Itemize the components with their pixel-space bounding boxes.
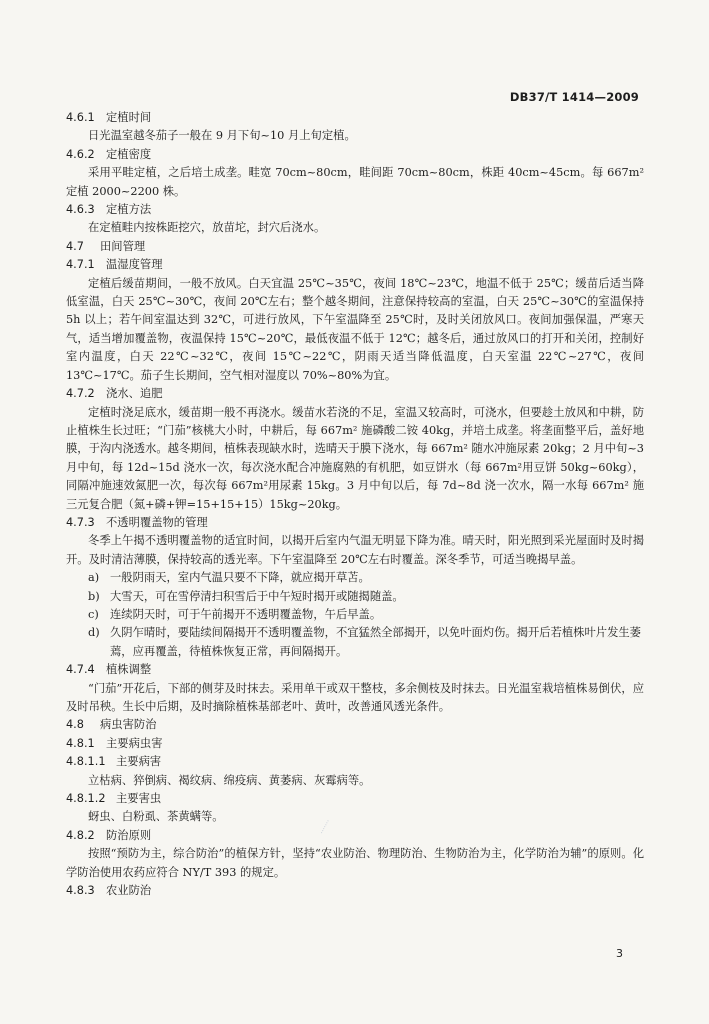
section-heading: [66, 201, 644, 219]
section-title: 主要病虫害: [106, 736, 163, 750]
section-heading: [66, 753, 644, 771]
section-title: 温湿度管理: [106, 258, 163, 272]
section-title: 农业防治: [106, 884, 152, 898]
list-item-text: 一般阴雨天，室内气温只要不下降，就应揭开草苫。: [110, 571, 370, 585]
section-title: 防治原则: [106, 828, 152, 842]
list-item-text: 大雪天，可在雪停清扫积雪后于中午短时揭开或随揭随盖。: [110, 589, 404, 603]
section-title: 田间管理: [100, 239, 146, 253]
section-title: 定植密度: [106, 147, 152, 161]
section-number: 4.7.3: [66, 515, 95, 529]
section-heading: [66, 716, 644, 734]
section-title: 主要病害: [116, 755, 162, 769]
standard-code: DB37/T 1414—2009: [509, 90, 639, 104]
section-number: 4.6.3: [66, 203, 95, 217]
section-heading: [66, 146, 644, 164]
section-number: 4.8: [66, 718, 84, 732]
section-number: 4.7.2: [66, 387, 95, 401]
section-heading: [66, 385, 644, 403]
section-title: 病虫害防治: [100, 718, 157, 732]
list-marker: c): [88, 607, 99, 621]
section-heading: [66, 790, 644, 808]
section-number: 4.8.1.2: [66, 792, 106, 806]
paragraph: 定植时浇足底水，缓苗期一般不再浇水。缓苗水若浇的不足，室温又较高时，可浇水，但要趁土放风和中耕，防止植株生长过旺；“门茄”核桃大小时，中耕后，每 667m² 施磷酸二铵 40kg，并培土成垄。将垄面整平后，盖好地膜，于沟内浇透水。越冬期间，植株表现缺水时，选晴天于膜下浇水，每 667m² 随水冲施尿素 20kg；2 月中旬~3 月中旬，每 12d~15d 浇水一次，每次浇水配合冲施腐熟的有机肥，如豆饼水（每 667m²用豆饼 50kg~60kg），同隔冲施速效氮肥一次，每次每 667m²用尿素 15kg。3 月中旬以后，每 7d~8d 浇一次水，隔一水每 667m² 施三元复合肥（氮+磷+钾=15+15+15）15kg~20kg。: [66, 405, 644, 511]
section-number: 4.7.1: [66, 258, 95, 272]
paragraph: 定植后缓苗期间，一般不放风。白天宜温 25℃~35℃，夜间 18℃~23℃，地温不低于 25℃；缓苗后适当降低室温，白天 25℃~30℃，夜间 20℃左右；整个越冬期间，注意保持较高的室温，白天 25℃~30℃的室温保持 5h 以上；若午间室温达到 32℃，可进行放风，下午室温降至 25℃时，及时关闭放风口。夜间加强保温，严寒天气，适当增加覆盖物，夜温保持 15℃~20℃，最低夜温不低于 12℃；越冬后，通过放风口的打开和关闭，控制好室内温度，白天 22℃~32℃，夜间 15℃~22℃，阴雨天适当降低温度，白天室温 22℃~27℃，夜间 13℃~17℃。茄子生长期间，空气相对湿度以 70%~80%为宜。: [66, 276, 644, 382]
section-heading: [66, 827, 644, 845]
section-heading: [66, 514, 644, 532]
paragraph: 日光温室越冬茄子一般在 9 月下旬~10 月上旬定植。: [88, 129, 356, 143]
page-number: 3: [616, 947, 623, 960]
section-heading: [66, 109, 644, 127]
section-number: 4.8.2: [66, 828, 95, 842]
section-heading: [66, 238, 644, 256]
section-number: 4.8.1: [66, 736, 95, 750]
section-title: 植株调整: [106, 663, 152, 677]
list-marker: a): [88, 571, 100, 585]
list-marker: b): [88, 589, 100, 603]
section-heading: [66, 882, 644, 900]
section-heading: [66, 735, 644, 753]
section-number: 4.7.4: [66, 663, 95, 677]
paragraph: 冬季上午揭不透明覆盖物的适宜时间，以揭开后室内气温无明显下降为准。晴天时，阳光照到采光屋面时及时揭开。及时清洁薄膜，保持较高的透光率。下午室温降至 20℃左右时覆盖。深冬季节，可适当晚揭早盖。: [66, 534, 644, 566]
paragraph: 立枯病、猝倒病、褐纹病、绵疫病、黄萎病、灰霉病等。: [88, 773, 371, 787]
section-title: 定植时间: [106, 111, 152, 124]
list-item: [66, 569, 644, 587]
section-title: 主要害虫: [116, 792, 162, 806]
list-item: [66, 606, 644, 624]
list-item-text: 久阴乍晴时，要陆续间隔揭开不透明覆盖物，不宜猛然全部揭开，以免叶面灼伤。揭开后若植株叶片发生萎蔫，应再覆盖，待植株恢复正常，再间隔揭开。: [110, 626, 641, 658]
list-item-text: 连续阴天时，可于午前揭开不透明覆盖物，午后早盖。: [110, 607, 382, 621]
section-number: 4.7: [66, 239, 84, 253]
list-item: [66, 624, 644, 661]
section-title: 浇水、追肥: [106, 387, 163, 401]
document-body: [66, 109, 644, 900]
list-item: [66, 588, 644, 606]
paragraph: 在定植畦内按株距挖穴，放苗坨，封穴后浇水。: [88, 221, 326, 235]
section-title: 不透明覆盖物的管理: [106, 515, 208, 529]
section-number: 4.8.3: [66, 884, 95, 898]
section-heading: [66, 661, 644, 679]
section-number: 4.6.1: [66, 111, 95, 124]
section-number: 4.6.2: [66, 147, 95, 161]
paragraph: 按照“预防为主，综合防治”的植保方针，坚持“农业防治、物理防治、生物防治为主，化学防治为辅”的原则。化学防治使用农药应符合 NY/T 393 的规定。: [66, 847, 644, 879]
paragraph: 蚜虫、白粉虱、茶黄螨等。: [88, 810, 224, 824]
faint-stamp: ·······: [318, 818, 333, 836]
paragraph: 采用平畦定植，之后培土成垄。畦宽 70cm~80cm，畦间距 70cm~80cm，株距 40cm~45cm。每 667m² 定植 2000~2200 株。: [66, 166, 644, 198]
section-number: 4.8.1.1: [66, 755, 106, 769]
paragraph: “门茄”开花后，下部的侧芽及时抹去。采用单干或双干整枝，多余侧枝及时抹去。日光温室栽培植株易倒伏，应及时吊秧。生长中后期，及时摘除植株基部老叶、黄叶，改善通风透光条件。: [66, 681, 644, 714]
section-title: 定植方法: [106, 203, 152, 217]
section-heading: [66, 256, 644, 274]
list-marker: d): [88, 626, 100, 640]
